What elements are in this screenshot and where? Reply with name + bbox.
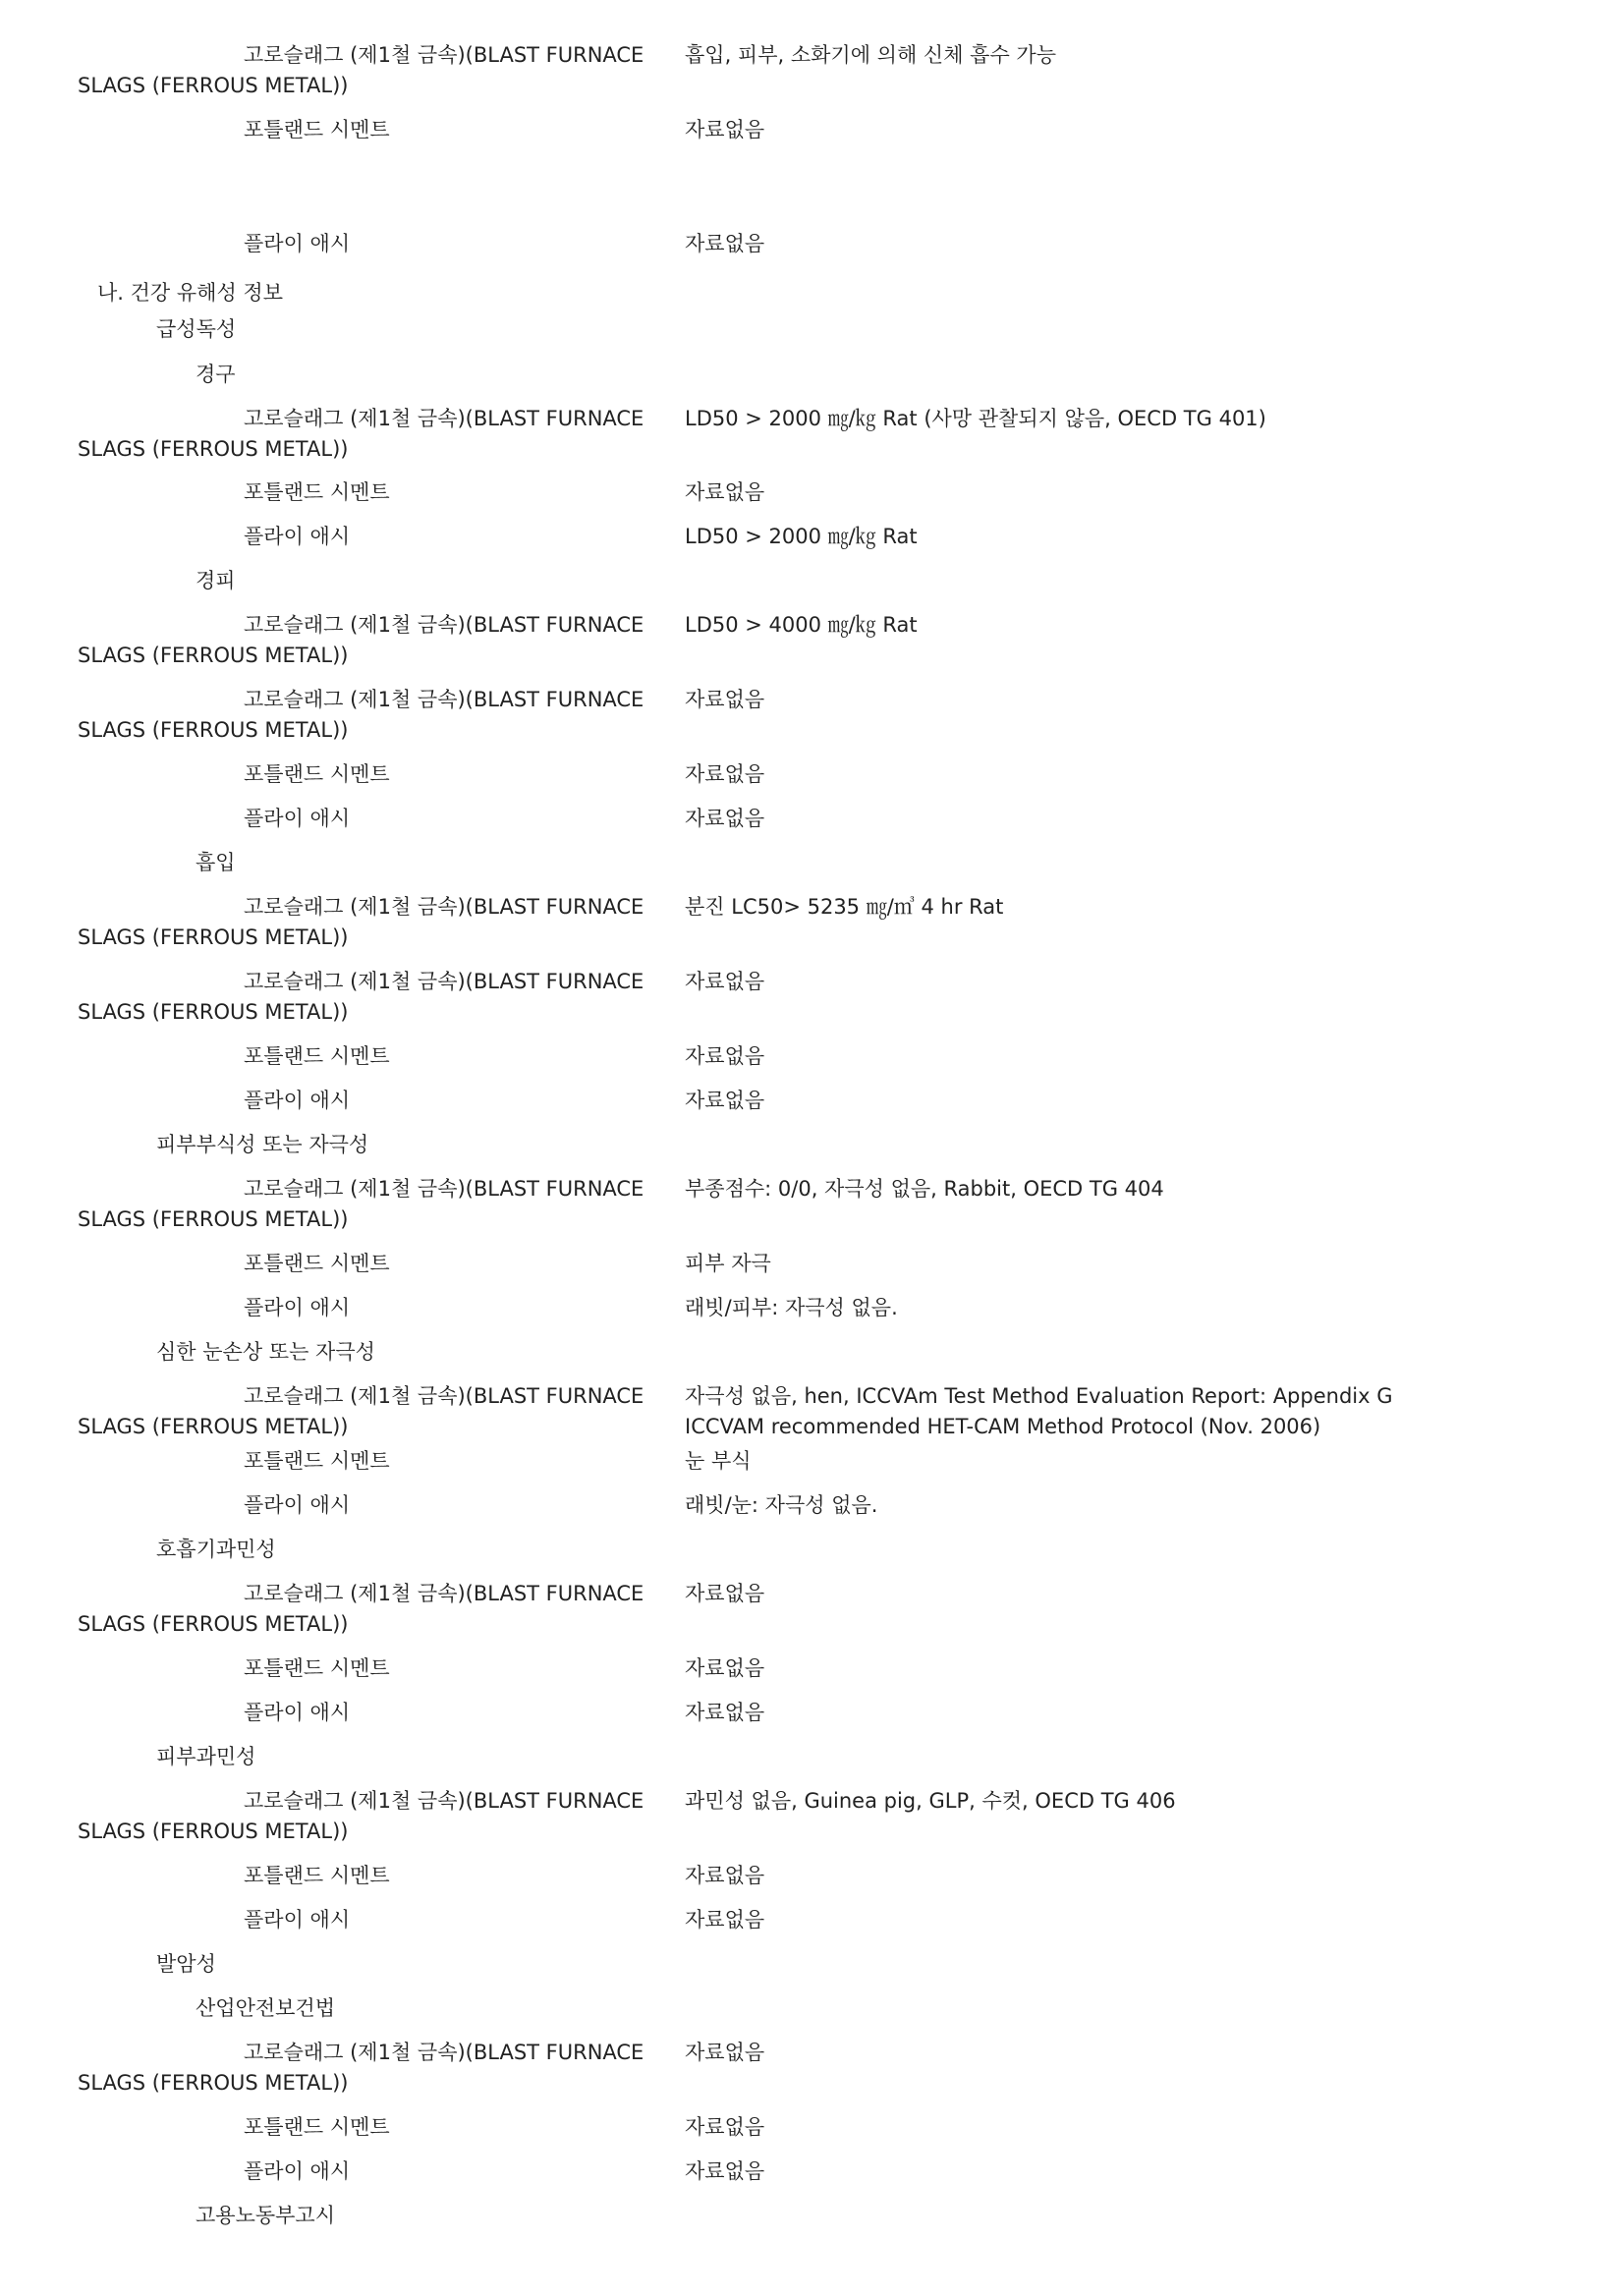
- substance-value: 자료없음: [685, 807, 765, 830]
- substance-name: 플라이 애시: [244, 807, 351, 830]
- substance-name: 플라이 애시: [244, 232, 351, 255]
- substance-name: 플라이 애시: [244, 1296, 351, 1319]
- substance-value: 자료없음: [685, 1089, 765, 1112]
- substance-name: 포틀랜드 시멘트: [244, 1044, 390, 1068]
- subsection-heading: 심한 눈손상 또는 자극성: [156, 1340, 375, 1364]
- subsection-heading: 호흡기과민성: [156, 1538, 276, 1561]
- substance-name-cont: SLAGS (FERROUS METAL)): [78, 2071, 349, 2095]
- substance-value: 자료없음: [685, 2115, 765, 2139]
- substance-name: 고로슬래그 (제1철 금속)(BLAST FURNACE: [244, 2041, 644, 2064]
- substance-name: 플라이 애시: [244, 1493, 351, 1517]
- substance-name: 포틀랜드 시멘트: [244, 762, 390, 786]
- substance-value: 래빗/피부: 자극성 없음.: [685, 1296, 898, 1319]
- substance-value: LD50 > 2000 ㎎/㎏ Rat: [685, 525, 918, 548]
- substance-name-cont: SLAGS (FERROUS METAL)): [78, 644, 349, 667]
- substance-value: 자료없음: [685, 762, 765, 786]
- substance-value: 자료없음: [685, 1701, 765, 1724]
- subsection-heading: 피부부식성 또는 자극성: [156, 1133, 369, 1156]
- substance-name-cont: SLAGS (FERROUS METAL)): [78, 925, 349, 949]
- substance-name: 포틀랜드 시멘트: [244, 1449, 390, 1473]
- substance-value: 자료없음: [685, 118, 765, 141]
- substance-name: 고로슬래그 (제1철 금속)(BLAST FURNACE: [244, 1177, 644, 1201]
- substance-name: 고로슬래그 (제1철 금속)(BLAST FURNACE: [244, 1384, 644, 1408]
- substance-value: 자료없음: [685, 1908, 765, 1932]
- substance-name-cont: SLAGS (FERROUS METAL)): [78, 1000, 349, 1024]
- substance-value: LD50 > 2000 ㎎/㎏ Rat (사망 관찰되지 않음, OECD TG 401): [685, 407, 1266, 430]
- substance-name: 고로슬래그 (제1철 금속)(BLAST FURNACE: [244, 1789, 644, 1813]
- substance-name: 포틀랜드 시멘트: [244, 1656, 390, 1680]
- subsection-heading: 피부과민성: [156, 1745, 256, 1768]
- route-heading: 경피: [196, 569, 236, 592]
- substance-name: 포틀랜드 시멘트: [244, 118, 390, 141]
- route-heading: 산업안전보건법: [196, 1996, 336, 2020]
- substance-value: 자료없음: [685, 1044, 765, 1068]
- substance-value: 자료없음: [685, 232, 765, 255]
- substance-name-cont: SLAGS (FERROUS METAL)): [78, 1612, 349, 1636]
- route-heading: 경구: [196, 363, 236, 386]
- substance-name-cont: SLAGS (FERROUS METAL)): [78, 437, 349, 461]
- substance-name: 플라이 애시: [244, 1701, 351, 1724]
- substance-name-cont: SLAGS (FERROUS METAL)): [78, 1415, 349, 1438]
- substance-value: 눈 부식: [685, 1449, 752, 1473]
- substance-name: 플라이 애시: [244, 1908, 351, 1932]
- section-heading: 나. 건강 유해성 정보: [97, 281, 283, 305]
- substance-name: 포틀랜드 시멘트: [244, 2115, 390, 2139]
- substance-name-cont: SLAGS (FERROUS METAL)): [78, 74, 349, 97]
- substance-name: 고로슬래그 (제1철 금속)(BLAST FURNACE: [244, 688, 644, 711]
- substance-name: 고로슬래그 (제1철 금속)(BLAST FURNACE: [244, 43, 644, 67]
- substance-value: 자료없음: [685, 2159, 765, 2183]
- substance-name: 고로슬래그 (제1철 금속)(BLAST FURNACE: [244, 895, 644, 919]
- substance-name: 플라이 애시: [244, 525, 351, 548]
- substance-value: LD50 > 4000 ㎎/㎏ Rat: [685, 613, 918, 637]
- substance-value: 흡입, 피부, 소화기에 의해 신체 흡수 가능: [685, 43, 1056, 67]
- substance-name-cont: SLAGS (FERROUS METAL)): [78, 718, 349, 742]
- substance-name: 고로슬래그 (제1철 금속)(BLAST FURNACE: [244, 613, 644, 637]
- substance-value-cont: ICCVAM recommended HET-CAM Method Protocol (Nov. 2006): [685, 1415, 1321, 1438]
- substance-value: 자료없음: [685, 1864, 765, 1887]
- substance-value: 피부 자극: [685, 1252, 771, 1275]
- substance-name-cont: SLAGS (FERROUS METAL)): [78, 1820, 349, 1843]
- substance-name: 고로슬래그 (제1철 금속)(BLAST FURNACE: [244, 970, 644, 993]
- route-heading: 흡입: [196, 851, 236, 874]
- substance-value: 과민성 없음, Guinea pig, GLP, 수컷, OECD TG 406: [685, 1789, 1176, 1813]
- substance-value: 부종점수: 0/0, 자극성 없음, Rabbit, OECD TG 404: [685, 1177, 1164, 1201]
- substance-value: 자료없음: [685, 1582, 765, 1605]
- substance-value: 분진 LC50> 5235 ㎎/㎥ 4 hr Rat: [685, 895, 1004, 919]
- substance-value: 자료없음: [685, 970, 765, 993]
- substance-value: 자료없음: [685, 688, 765, 711]
- substance-name: 고로슬래그 (제1철 금속)(BLAST FURNACE: [244, 407, 644, 430]
- substance-name: 포틀랜드 시멘트: [244, 1252, 390, 1275]
- substance-name-cont: SLAGS (FERROUS METAL)): [78, 1207, 349, 1231]
- substance-name: 포틀랜드 시멘트: [244, 1864, 390, 1887]
- substance-value: 자료없음: [685, 1656, 765, 1680]
- substance-name: 플라이 애시: [244, 1089, 351, 1112]
- substance-value: 래빗/눈: 자극성 없음.: [685, 1493, 878, 1517]
- substance-name: 고로슬래그 (제1철 금속)(BLAST FURNACE: [244, 1582, 644, 1605]
- substance-value: 자극성 없음, hen, ICCVAm Test Method Evaluation Report: Appendix G: [685, 1384, 1393, 1408]
- substance-name: 플라이 애시: [244, 2159, 351, 2183]
- subsection-heading: 발암성: [156, 1952, 216, 1976]
- substance-value: 자료없음: [685, 2041, 765, 2064]
- substance-name: 포틀랜드 시멘트: [244, 480, 390, 504]
- route-heading: 고용노동부고시: [196, 2204, 336, 2227]
- substance-value: 자료없음: [685, 480, 765, 504]
- subsection-heading: 급성독성: [156, 317, 237, 341]
